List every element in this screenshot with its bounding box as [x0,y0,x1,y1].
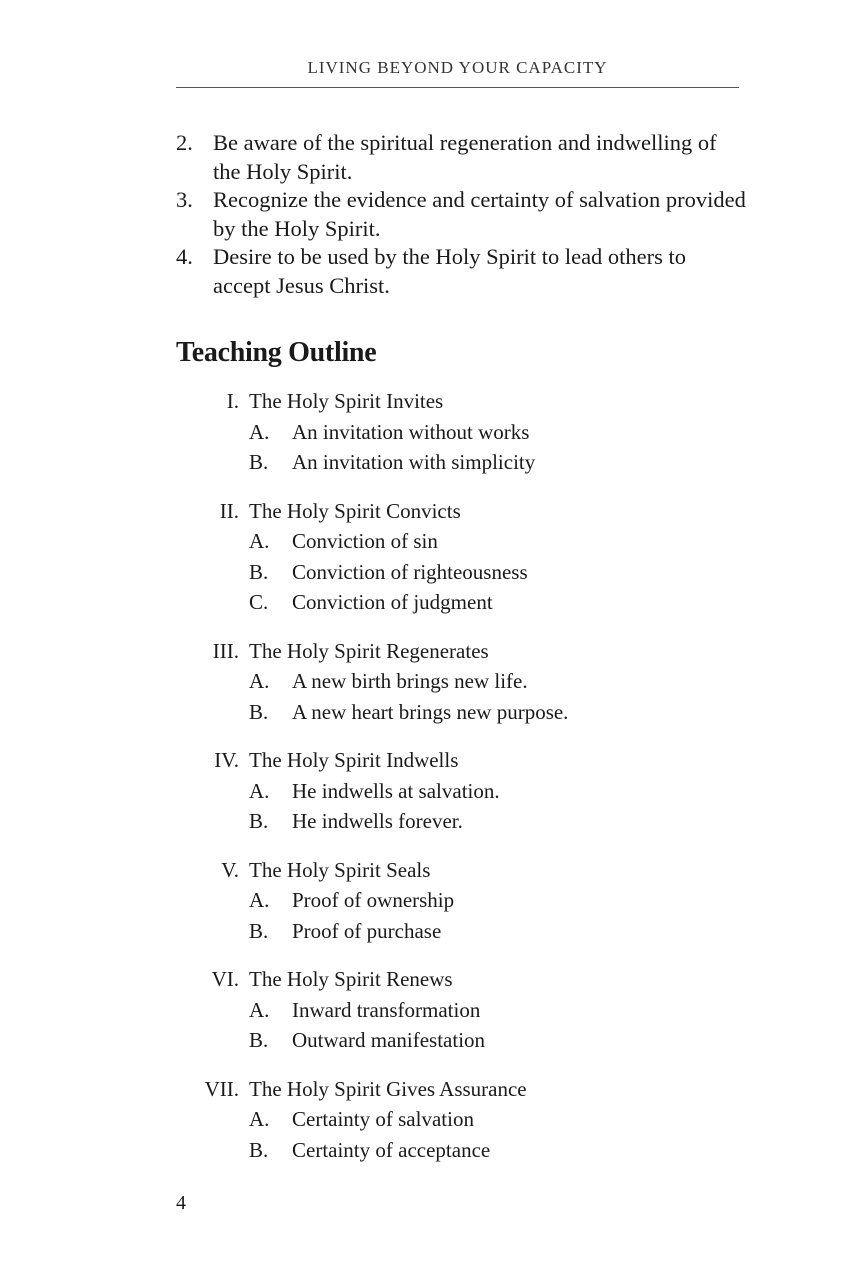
outline-subpoint [0,776,853,807]
roman-numeral: I. [226,389,239,413]
outline-heading [0,496,853,527]
outline-subpoint [0,1104,853,1135]
subpoint-text: He indwells forever. [292,809,463,833]
subpoint-letter: A. [249,778,270,803]
outline-section [0,386,853,478]
subpoint-text: Conviction of judgment [292,590,493,614]
outline-subpoint [0,916,853,947]
objective-number: 2. [176,130,193,155]
outline-heading [0,636,853,667]
subpoint-letter: B. [249,918,269,943]
section-title: Teaching Outline [176,337,377,368]
outline-heading-text: The Holy Spirit Invites [249,389,444,413]
outline-subpoint [0,995,853,1026]
objective-item [176,243,746,300]
subpoint-letter: A. [249,997,270,1022]
objective-text: Be aware of the spiritual regeneration and indwelling of the Holy Spirit. [213,130,717,184]
subpoint-text: Inward transformation [292,997,481,1022]
outline-subpoint [0,587,853,618]
outline-subpoint [0,1135,853,1166]
outline-heading-text: The Holy Spirit Regenerates [249,638,489,663]
teaching-outline [0,386,853,1183]
outline-section [0,1074,853,1166]
subpoint-letter: A. [249,888,270,912]
outline-subpoint [0,447,853,478]
objective-item [176,129,746,186]
subpoint-letter: B. [249,699,269,724]
roman-numeral: III. [212,638,239,663]
subpoint-text: Certainty of acceptance [292,1137,491,1162]
subpoint-text: Proof of ownership [292,888,455,912]
outline-section [0,855,853,947]
outline-section [0,964,853,1056]
subpoint-text: A new birth brings new life. [292,669,528,693]
subpoint-text: An invitation with simplicity [292,450,536,474]
outline-heading [0,855,853,886]
header-rule [176,87,739,88]
objectives-list [176,129,746,300]
objective-number: 4. [176,244,193,269]
subpoint-text: He indwells at salvation. [292,778,500,803]
subpoint-text: An invitation without works [292,419,530,444]
roman-numeral: II. [219,498,239,523]
outline-heading-text: The Holy Spirit Seals [249,857,431,882]
subpoint-letter: B. [249,1137,269,1162]
subpoint-letter: B. [249,450,269,474]
subpoint-letter: B. [249,1028,269,1052]
subpoint-letter: B. [249,809,269,833]
objective-text: Desire to be used by the Holy Spirit to lead others to accept Jesus Christ. [213,244,687,298]
outline-subpoint [0,666,853,697]
outline-heading-text: The Holy Spirit Renews [249,967,453,991]
outline-subpoint [0,526,853,557]
outline-section [0,636,853,728]
running-head: LIVING BEYOND YOUR CAPACITY [307,58,608,77]
outline-section [0,745,853,837]
outline-subpoint [0,557,853,588]
outline-subpoint [0,417,853,448]
outline-subpoint [0,885,853,916]
subpoint-letter: A. [249,529,270,553]
outline-heading [0,745,853,776]
subpoint-letter: A. [249,419,270,444]
outline-heading [0,1074,853,1105]
outline-section [0,496,853,618]
objective-item [176,186,746,243]
objective-number: 3. [176,187,193,212]
outline-heading [0,964,853,995]
objective-text: Recognize the evidence and certainty of salvation provided by the Holy Spirit. [213,187,746,241]
roman-numeral: IV. [214,748,239,772]
roman-numeral: VI. [211,967,239,991]
subpoint-text: Conviction of sin [292,529,438,553]
subpoint-letter: B. [249,559,269,584]
outline-heading-text: The Holy Spirit Convicts [249,498,461,523]
subpoint-text: Proof of purchase [292,918,442,943]
page-number: 4 [176,1192,186,1214]
subpoint-letter: A. [249,669,270,693]
subpoint-text: Conviction of righteousness [292,559,528,584]
subpoint-text: A new heart brings new purpose. [292,699,569,724]
outline-heading-text: The Holy Spirit Gives Assurance [249,1076,527,1101]
subpoint-letter: C. [249,590,269,614]
roman-numeral: V. [221,857,239,882]
roman-numeral: VII. [204,1076,239,1101]
outline-heading-text: The Holy Spirit Indwells [249,748,459,772]
subpoint-text: Certainty of salvation [292,1107,474,1131]
outline-heading [0,386,853,417]
outline-subpoint [0,1025,853,1056]
outline-subpoint [0,697,853,728]
subpoint-text: Outward manifestation [292,1028,486,1052]
outline-subpoint [0,806,853,837]
subpoint-letter: A. [249,1107,270,1131]
